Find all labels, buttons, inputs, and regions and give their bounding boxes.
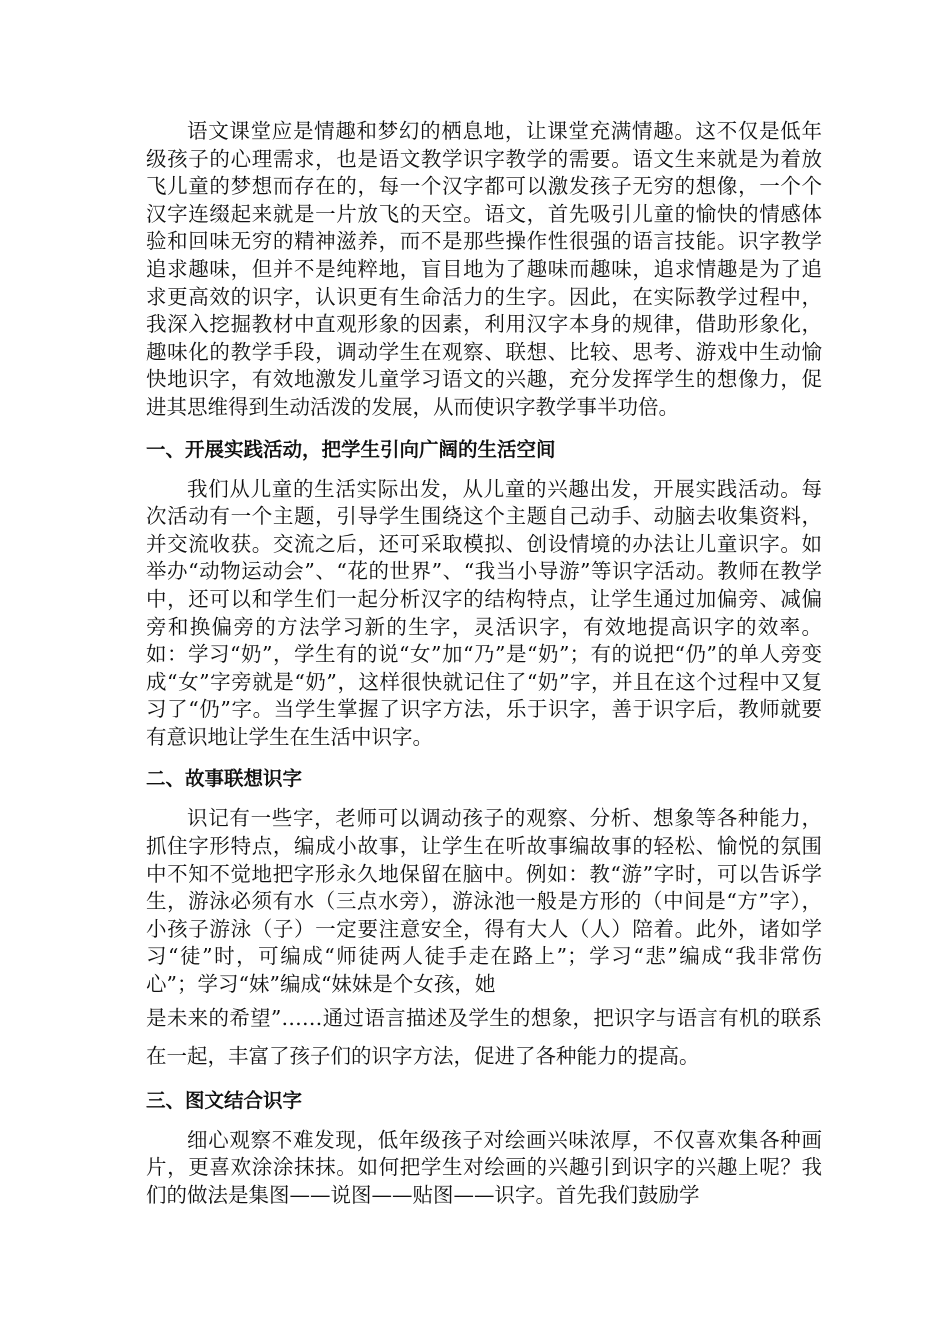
document-page <box>146 118 822 1209</box>
section-heading-2: 二、故事联想识字 <box>146 767 303 791</box>
section-2-paragraph-continued: 是未来的希望”……通过语言描述及学生的想象，把识字与语言有机的联系在一起，丰富了孩子们的识字方法，促进了各种能力的提高。 <box>146 1005 822 1068</box>
section-2-paragraph: 识记有一些字，老师可以调动孩子的观察、分析、想象等各种能力，抓住字形特点，编成小故事，让学生在听故事编故事的轻松、愉悦的氛围中不知不觉地把字形永久地保留在脑中。例如：教“游”字时，可以告诉学生，游泳必须有水（三点水旁），游泳池一般是方形的（中间是“方”字），小孩子游泳（子）一定要注意安全，得有大人（人）陪着。此外，诸如学习“徒”时，可编成“师徒两人徒手走在路上”；学习“悲”编成“我非常伤心”；学习“妹”编成“妹妹是个女孩，她 <box>146 806 822 997</box>
intro-paragraph: 语文课堂应是情趣和梦幻的栖息地，让课堂充满情趣。这不仅是低年级孩子的心理需求，也是语文教学识字教学的需要。语文生来就是为着放飞儿童的梦想而存在的，每一个汉字都可以激发孩子无穷的想像，一个个汉字连缀起来就是一片放飞的天空。语文，首先吸引儿童的愉快的情感体验和回味无穷的精神滋养，而不是那些操作性很强的语言技能。识字教学追求趣味，但并不是纯粹地，盲目地为了趣味而趣味，追求情趣是为了追求更高效的识字，认识更有生命活力的生字。因此，在实际教学过程中，我深入挖掘教材中直观形象的因素，利用汉字本身的规律，借助形象化，趣味化的教学手段，调动学生在观察、联想、比较、思考、游戏中生动愉快地识字，有效地激发儿童学习语文的兴趣，充分发挥学生的想像力，促进其思维得到生动活泼的发展，从而使识字教学事半功倍。 <box>146 119 822 419</box>
section-1-paragraph: 我们从儿童的生活实际出发，从儿童的兴趣出发，开展实践活动。每次活动有一个主题，引导学生围绕这个主题自己动手、动脑去收集资料，并交流收获。交流之后，还可采取模拟、创设情境的办法让儿童识字。如举办“动物运动会”、“花的世界”、“我当小导游”等识字活动。教师在教学中，还可以和学生们一起分析汉字的结构特点，让学生通过加偏旁、减偏旁和换偏旁的方法学习新的生字，灵活识字，有效地提高识字的效率。如：学习“奶”，学生有的说“女”加“乃”是“奶”；有的说把“仍”的单人旁变成“女”字旁就是“奶”，这样很快就记住了“奶”字，并且在这个过程中又复习了“仍”字。当学生掌握了识字方法，乐于识字，善于识字后，教师就要有意识地让学生在生活中识字。 <box>146 476 822 749</box>
section-heading-1: 一、开展实践活动，把学生引向广阔的生活空间 <box>146 437 556 461</box>
section-3-paragraph: 细心观察不难发现，低年级孩子对绘画兴味浓厚，不仅喜欢集各种画片，更喜欢涂涂抹抹。如何把学生对绘画的兴趣引到识字的兴趣上呢？我们的做法是集图——说图——贴图——识字。首先我们鼓励学 <box>146 1127 822 1207</box>
section-heading-3: 三、图文结合识字 <box>146 1088 303 1112</box>
